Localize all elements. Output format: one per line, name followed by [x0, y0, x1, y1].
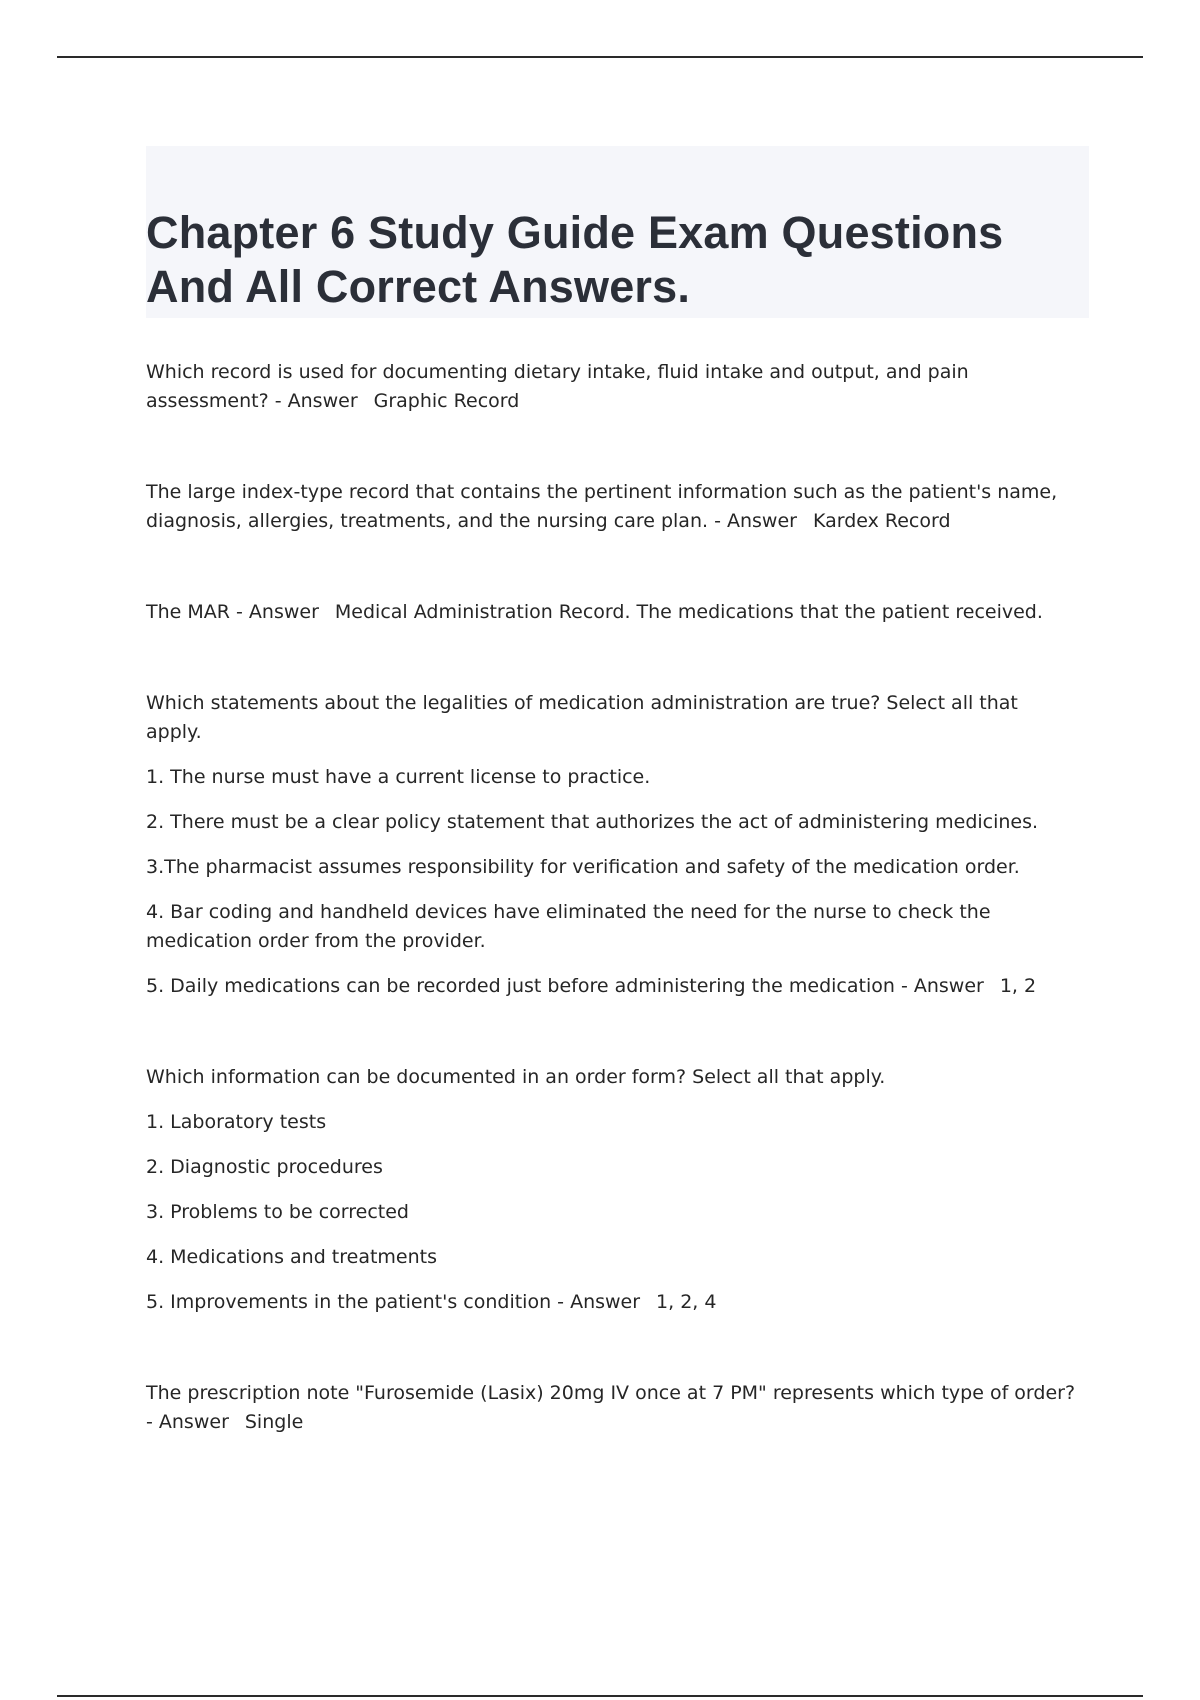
qa-item	[146, 689, 1076, 1001]
answer-text: Graphic Record	[373, 390, 520, 412]
option-item: 2. There must be a clear policy statement that authorizes the act of administering medicines.	[146, 811, 1039, 833]
answer-label: - Answer	[900, 975, 984, 997]
answer-text: Kardex Record	[812, 510, 951, 532]
qa-item	[146, 1379, 1076, 1437]
option-item: 3. Problems to be corrected	[146, 1201, 409, 1223]
bottom-rule	[57, 1695, 1143, 1697]
question-text: The MAR - Answer Medical Administration Record. The medications that the patient received.	[146, 601, 1043, 623]
top-rule	[57, 56, 1143, 58]
page-title: Chapter 6 Study Guide Exam Questions And All Correct Answers.	[146, 207, 1004, 312]
qa-item	[146, 478, 1076, 536]
option-item: 1. The nurse must have a current license to practice.	[146, 766, 651, 788]
qa-item	[146, 1063, 1076, 1317]
answer-label: - Answer	[557, 1291, 641, 1313]
question-text: The prescription note "Furosemide (Lasix) 20mg IV once at 7 PM" represents which type of order? - Answer Single	[146, 1382, 1076, 1433]
qa-list	[146, 358, 1076, 1499]
answer-text: 1, 2, 4	[656, 1291, 717, 1313]
answer-label: - Answer	[236, 601, 319, 623]
option-item: 4. Medications and treatments	[146, 1246, 438, 1268]
answer-label: - Answer	[274, 390, 358, 412]
option-item: 1. Laboratory tests	[146, 1111, 327, 1133]
answer-label: - Answer	[146, 1411, 229, 1433]
question-text: Which information can be documented in an order form? Select all that apply.	[146, 1066, 886, 1088]
question-text: Which record is used for documenting dietary intake, fluid intake and output, and pain assessment? - Answer Graphic Record	[146, 361, 969, 412]
question-text: Which statements about the legalities of medication administration are true? Select all that apply.	[146, 692, 1018, 743]
answer-text: Single	[244, 1411, 304, 1433]
option-item: 4. Bar coding and handheld devices have eliminated the need for the nurse to check the medication order from the provider.	[146, 901, 991, 952]
question-text: The large index-type record that contains the pertinent information such as the patient's name, diagnosis, allergies, treatments, and the nursing care plan. - Answer Kardex Record	[146, 481, 1058, 532]
qa-item	[146, 598, 1076, 627]
option-item: 5. Daily medications can be recorded just before administering the medication - Answer 1, 2	[146, 975, 1037, 997]
option-item: 3.The pharmacist assumes responsibility for verification and safety of the medication order.	[146, 856, 1020, 878]
answer-text: 1, 2	[999, 975, 1037, 997]
option-item: 2. Diagnostic procedures	[146, 1156, 383, 1178]
answer-text: Medical Administration Record. The medications that the patient received.	[334, 601, 1043, 623]
title-banner	[146, 146, 1089, 318]
answer-label: - Answer	[714, 510, 797, 532]
qa-item	[146, 358, 1076, 416]
option-item: 5. Improvements in the patient's condition - Answer 1, 2, 4	[146, 1291, 717, 1313]
